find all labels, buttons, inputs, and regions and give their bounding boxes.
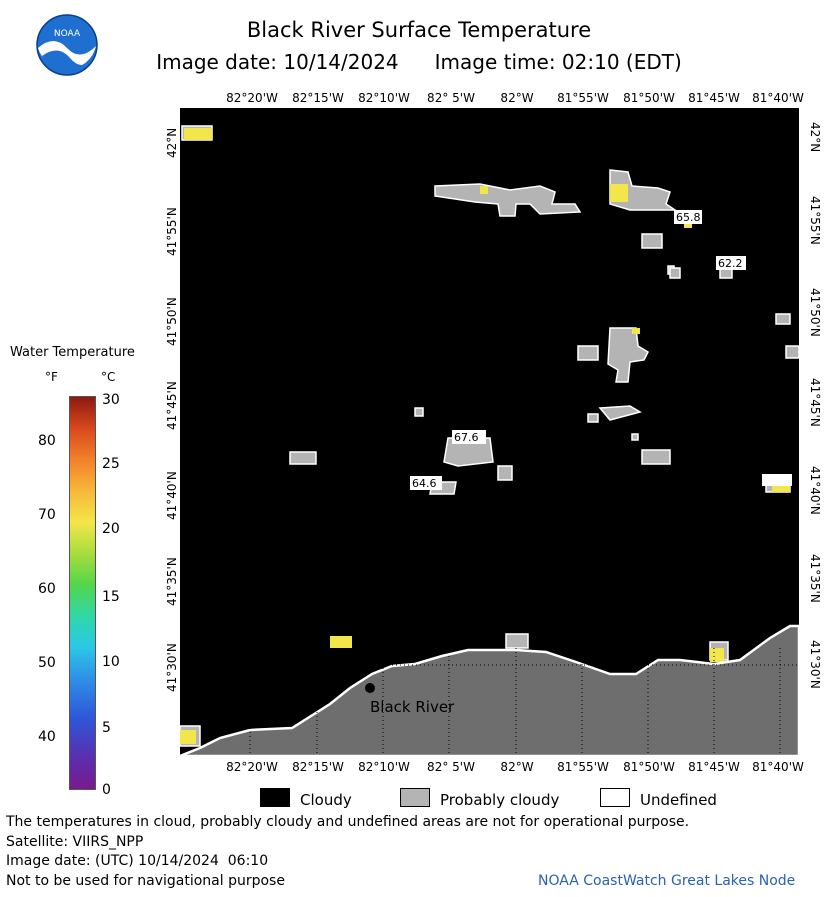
unit-fahrenheit: °F xyxy=(45,370,58,384)
page-title: Black River Surface Temperature xyxy=(246,18,592,42)
image-datetime xyxy=(0,50,838,74)
c-tick: 25 xyxy=(102,456,120,472)
f-tick: 80 xyxy=(38,433,56,449)
lat-tick: 41°45'N xyxy=(165,381,179,430)
lon-tick: 81°40'W xyxy=(752,91,804,105)
image-date: Image date: 10/14/2024 xyxy=(156,50,399,74)
f-tick: 40 xyxy=(38,729,56,745)
value-label: 65.8 xyxy=(676,211,701,224)
probably-cloudy-swatch xyxy=(400,788,430,807)
c-tick: 15 xyxy=(102,589,120,605)
utc-date-text: Image date: (UTC) 10/14/2024 06:10 xyxy=(6,853,269,869)
lon-tick: 81°45'W xyxy=(688,760,740,774)
image-time: Image time: 02:10 (EDT) xyxy=(434,50,682,74)
lat-tick: 41°55'N xyxy=(165,207,179,256)
lon-tick: 82° 5'W xyxy=(427,91,475,105)
lon-tick: 81°50'W xyxy=(623,91,675,105)
unit-celsius: °C xyxy=(101,370,116,384)
location-marker xyxy=(365,683,375,693)
lon-tick: 81°45'W xyxy=(688,91,740,105)
temperature-colorbar xyxy=(69,396,96,790)
lon-tick: 82°10'W xyxy=(358,760,410,774)
lat-tick: 41°55'N xyxy=(808,196,822,245)
lat-tick: 41°35'N xyxy=(808,554,822,603)
nav-warning-text: Not to be used for navigational purpose xyxy=(6,873,285,889)
lon-tick: 82°20'W xyxy=(226,91,278,105)
lat-tick: 42°N xyxy=(808,122,822,153)
lat-tick: 41°50'N xyxy=(165,297,179,346)
lon-tick: 82°15'W xyxy=(292,760,344,774)
f-tick: 50 xyxy=(38,655,56,671)
lon-tick: 82°W xyxy=(500,760,534,774)
value-label: 62.2 xyxy=(718,257,743,270)
c-tick: 10 xyxy=(102,654,120,670)
lat-tick: 41°35'N xyxy=(165,557,179,606)
legend-title: Water Temperature xyxy=(10,345,135,360)
lon-tick: 81°55'W xyxy=(557,91,609,105)
lat-tick: 41°50'N xyxy=(808,288,822,337)
lon-tick: 81°50'W xyxy=(623,760,675,774)
lon-tick: 81°40'W xyxy=(752,760,804,774)
value-label: 64.6 xyxy=(412,477,437,490)
lon-tick: 82° 5'W xyxy=(427,760,475,774)
lon-tick: 82°15'W xyxy=(292,91,344,105)
value-label: 67.6 xyxy=(454,431,479,444)
temperature-map xyxy=(180,108,799,756)
cloudy-label: Cloudy xyxy=(300,791,352,809)
c-tick: 0 xyxy=(102,782,111,798)
lat-tick: 41°30'N xyxy=(808,640,822,689)
f-tick: 60 xyxy=(38,581,56,597)
lon-tick: 82°20'W xyxy=(226,760,278,774)
lat-tick: 41°40'N xyxy=(165,471,179,520)
lat-tick: 41°40'N xyxy=(808,466,822,515)
undefined-label: Undefined xyxy=(640,791,717,809)
cloudy-swatch xyxy=(260,788,290,807)
satellite-text: Satellite: VIIRS_NPP xyxy=(6,834,144,850)
disclaimer-text: The temperatures in cloud, probably cloudy and undefined areas are not for operational purpose. xyxy=(6,814,690,830)
probably-cloudy-label: Probably cloudy xyxy=(440,791,560,809)
lat-tick: 41°30'N xyxy=(165,643,179,692)
c-tick: 30 xyxy=(102,392,120,408)
lon-tick: 82°W xyxy=(500,91,534,105)
location-label: Black River xyxy=(370,698,455,716)
lon-tick: 81°55'W xyxy=(557,760,609,774)
f-tick: 70 xyxy=(38,507,56,523)
lat-tick: 41°45'N xyxy=(808,378,822,427)
lon-tick: 82°10'W xyxy=(358,91,410,105)
credit-link[interactable]: NOAA CoastWatch Great Lakes Node xyxy=(538,873,796,889)
c-tick: 5 xyxy=(102,720,111,736)
c-tick: 20 xyxy=(102,521,120,537)
undefined-swatch xyxy=(600,788,630,807)
svg-text:NOAA: NOAA xyxy=(53,29,81,39)
lat-tick: 42°N xyxy=(165,127,179,158)
